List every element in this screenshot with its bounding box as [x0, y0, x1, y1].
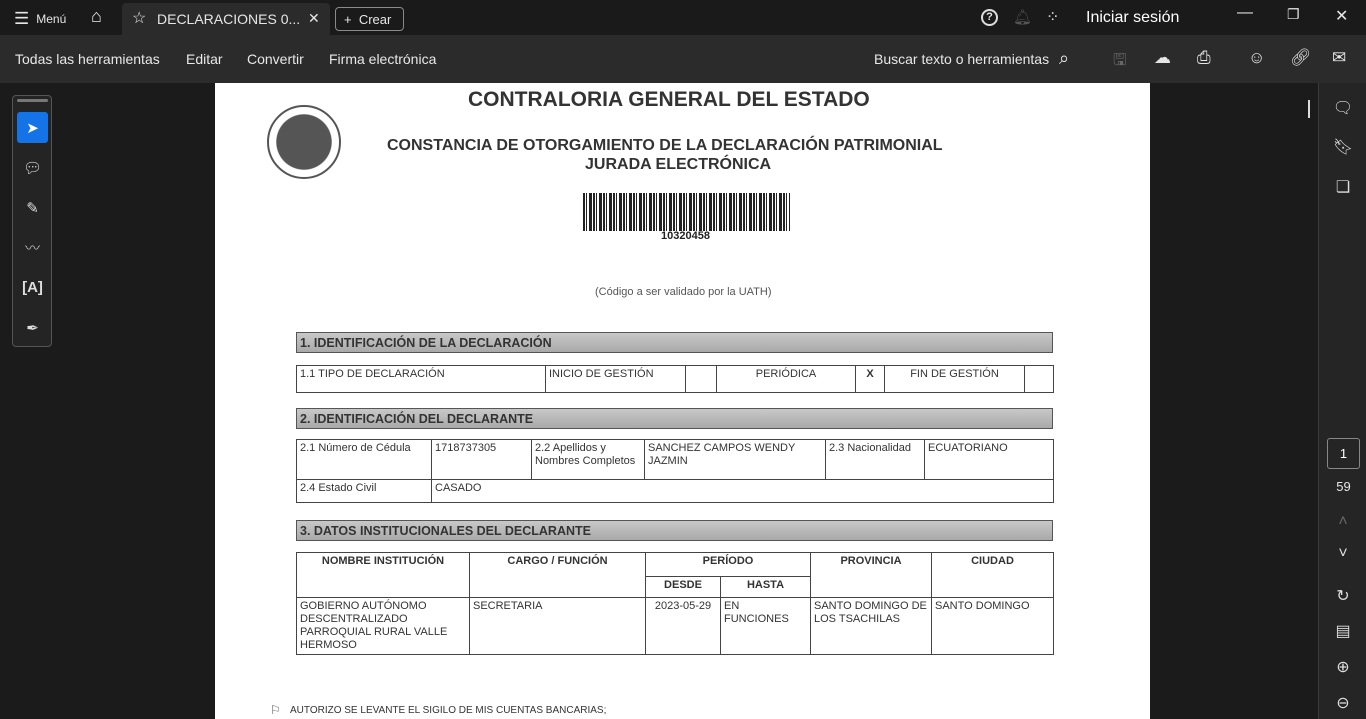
menu-convert[interactable]: Convertir	[247, 51, 304, 67]
col-city: CIUDAD	[931, 552, 1054, 598]
comments-icon[interactable]: 🗨︎	[1332, 100, 1354, 117]
opt-inicio: INICIO DE GESTIÓN	[545, 365, 686, 393]
opt-fin-mark	[1024, 365, 1054, 393]
zoom-in-icon[interactable]: ⊕	[1336, 659, 1350, 676]
row-institution: GOBIERNO AUTÓNOMO DESCENTRALIZADO PARROQUIAL RURAL VALLE HERMOSO	[296, 597, 470, 655]
cloud-upload-icon[interactable]: ☁	[1154, 48, 1171, 67]
flag-icon: ⚐	[270, 703, 281, 717]
opt-inicio-mark	[685, 365, 717, 393]
mail-icon[interactable]: ✉	[1332, 48, 1347, 67]
opt-fin: FIN DE GESTIÓN	[884, 365, 1025, 393]
opt-periodica: PERIÓDICA	[716, 365, 856, 393]
close-window-icon[interactable]: ✕	[1335, 8, 1349, 25]
create-button[interactable]: + Crear	[335, 7, 404, 31]
col-period: PERÍODO	[645, 552, 811, 577]
sign-in-button[interactable]: Iniciar sesión	[1086, 9, 1180, 26]
pages-icon[interactable]: ❏	[1335, 179, 1351, 196]
draw-freehand-icon[interactable]: 〰	[24, 240, 40, 257]
id-label: 2.1 Número de Cédula	[296, 439, 432, 480]
sign-icon[interactable]: ✒	[26, 319, 39, 337]
search-icon[interactable]: ⌕	[1059, 48, 1070, 68]
col-from: DESDE	[645, 576, 721, 598]
plus-icon: +	[344, 12, 352, 27]
row-to: EN FUNCIONES	[720, 597, 811, 655]
doc-subtitle-1: CONSTANCIA DE OTORGAMIENTO DE LA DECLARACIÓN PATRIMONIAL	[387, 137, 943, 154]
print-icon[interactable]: ⎙	[1197, 48, 1211, 67]
bell-icon[interactable]: 🔔︎	[1013, 9, 1033, 26]
opt-periodica-mark: X	[855, 365, 885, 393]
help-icon[interactable]: ?	[981, 9, 998, 26]
select-tool-icon[interactable]: ➤	[17, 112, 48, 143]
civil-value: CASADO	[431, 479, 1054, 503]
zoom-out-icon[interactable]: ⊖	[1336, 695, 1350, 712]
close-tab-icon[interactable]: ✕	[308, 10, 320, 26]
section2-header: 2. IDENTIFICACIÓN DEL DECLARANTE	[296, 408, 1053, 429]
col-province: PROVINCIA	[810, 552, 932, 598]
name-value: SANCHEZ CAMPOS WENDY JAZMIN	[644, 439, 826, 480]
tab-title: DECLARACIONES 0...	[157, 11, 301, 27]
drag-handle[interactable]	[17, 99, 48, 102]
section1-header: 1. IDENTIFICACIÓN DE LA DECLARACIÓN	[296, 332, 1053, 353]
rotate-icon[interactable]: ↻	[1336, 588, 1350, 605]
row-province: SANTO DOMINGO DE LOS TSACHILAS	[810, 597, 932, 655]
id-value: 1718737305	[431, 439, 532, 480]
title-bar	[0, 0, 1366, 35]
footer-line: AUTORIZO SE LEVANTE EL SIGILO DE MIS CUENTAS BANCARIAS;	[290, 705, 607, 716]
apps-grid-icon[interactable]: ⁘	[1046, 9, 1060, 26]
page-number-input[interactable]: 1	[1327, 438, 1360, 469]
home-icon[interactable]: ⌂	[91, 6, 102, 26]
nat-value: ECUATORIANO	[924, 439, 1054, 480]
search-tools-button[interactable]: Buscar texto o herramientas	[874, 51, 1050, 67]
fit-page-icon[interactable]: ▤	[1335, 623, 1351, 640]
barcode	[583, 193, 790, 231]
nat-label: 2.3 Nacionalidad	[825, 439, 925, 480]
star-icon[interactable]: ☆	[132, 10, 147, 27]
save-icon[interactable]: 🖫︎	[1113, 52, 1127, 69]
share-user-icon[interactable]: ☺	[1248, 48, 1266, 67]
seal-logo	[267, 105, 341, 179]
add-comment-icon[interactable]: 💬︎	[22, 159, 43, 177]
doc-subtitle-2: JURADA ELECTRÓNICA	[585, 156, 772, 173]
section3-header: 3. DATOS INSTITUCIONALES DEL DECLARANTE	[296, 520, 1053, 541]
col-institution: NOMBRE INSTITUCIÓN	[296, 552, 470, 598]
minimize-icon[interactable]: —	[1237, 4, 1253, 21]
barcode-number: 10320458	[661, 230, 710, 242]
prev-page-icon[interactable]: ˄	[1338, 513, 1348, 530]
col-to: HASTA	[720, 576, 811, 598]
right-rail	[1318, 83, 1366, 719]
quick-tools-panel	[12, 95, 52, 347]
row-city: SANTO DOMINGO	[931, 597, 1054, 655]
menu-edit[interactable]: Editar	[186, 51, 223, 67]
civil-label: 2.4 Estado Civil	[296, 479, 432, 503]
row-role: SECRETARIA	[469, 597, 646, 655]
col-role: CARGO / FUNCIÓN	[469, 552, 646, 598]
menu-e-sign[interactable]: Firma electrónica	[329, 51, 437, 67]
menu-button[interactable]: ☰ Menú	[14, 9, 67, 28]
link-icon[interactable]: 🔗︎	[1290, 48, 1312, 67]
bookmarks-icon[interactable]: 🔖︎	[1332, 139, 1354, 156]
restore-icon[interactable]: ❐	[1287, 6, 1300, 22]
pdf-page	[215, 83, 1150, 719]
hamburger-icon: ☰	[14, 9, 30, 28]
tab-document[interactable]	[122, 3, 330, 35]
barcode-note: (Código a ser validado por la UATH)	[595, 286, 772, 298]
total-pages: 59	[1336, 479, 1351, 494]
highlight-icon[interactable]: ✎	[26, 199, 39, 217]
next-page-icon[interactable]: ˅	[1338, 545, 1348, 562]
doc-title: CONTRALORIA GENERAL DEL ESTADO	[468, 88, 870, 111]
menu-all-tools[interactable]: Todas las herramientas	[15, 51, 160, 67]
name-label: 2.2 Apellidos y Nombres Completos	[531, 439, 645, 480]
vertical-scrollbar[interactable]	[1308, 100, 1310, 118]
row-from: 2023-05-29	[645, 597, 721, 655]
type-label: 1.1 TIPO DE DECLARACIÓN	[296, 365, 546, 393]
text-select-icon[interactable]: [A]	[22, 279, 43, 296]
